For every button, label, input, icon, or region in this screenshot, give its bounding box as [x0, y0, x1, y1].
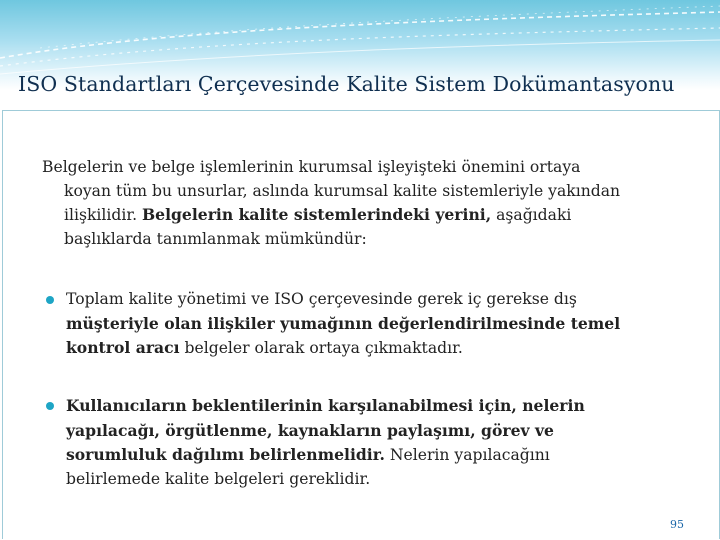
bullet-line: [66, 312, 706, 337]
intro-paragraph: [42, 156, 682, 251]
bullet-line: belirlemede kalite belgeleri gereklidir.: [66, 469, 371, 488]
bullet-line: [66, 419, 706, 444]
bullet-bold-text: müşteriyle olan ilişkiler yumağının değerlendirilmesinde temel: [66, 313, 621, 333]
bullet-icon: [46, 296, 54, 304]
bullet-icon: [46, 402, 54, 410]
bullet-text: Nelerin yapılacağını: [384, 446, 550, 464]
bullet-bold-text: kontrol aracı: [66, 338, 180, 357]
bullet-bold-text: sorumluluk dağılımı belirlenmelidir.: [66, 445, 385, 464]
intro-line: koyan tüm bu unsurlar, aslında kurumsal kalite sistemleriyle yakından: [64, 181, 621, 200]
intro-text: aşağıdaki: [491, 206, 572, 224]
bullet-line: Toplam kalite yönetimi ve ISO çerçevesinde gerek iç gerekse dış: [66, 290, 577, 308]
intro-text: ilişkilidir.: [64, 206, 142, 224]
page-number: 95: [670, 518, 684, 531]
bullet-line: [66, 394, 706, 419]
bullet-line: [66, 336, 706, 361]
intro-line: başlıklarda tanımlanmak mümkündür:: [64, 229, 367, 248]
bullet-item: [66, 288, 706, 361]
bullet-line: [66, 443, 706, 468]
bullet-bold-text: Kullanıcıların beklentilerinin karşılanabilmesi için, nelerin: [66, 396, 585, 415]
slide-title: ISO Standartları Çerçevesinde Kalite Sistem Dokümantasyonu: [18, 72, 675, 96]
bullet-item: [66, 394, 706, 491]
bullet-text: belgeler olarak ortaya çıkmaktadır.: [179, 339, 463, 357]
intro-line: [42, 203, 682, 228]
intro-bold-text: Belgelerin kalite sistemlerindeki yerini,: [142, 205, 492, 224]
bullet-bold-text: yapılacağı, örgütlenme, kaynakların paylaşımı, görev ve: [66, 420, 554, 440]
intro-line: Belgelerin ve belge işlemlerinin kurumsal işleyişteki önemini ortaya: [42, 158, 581, 176]
